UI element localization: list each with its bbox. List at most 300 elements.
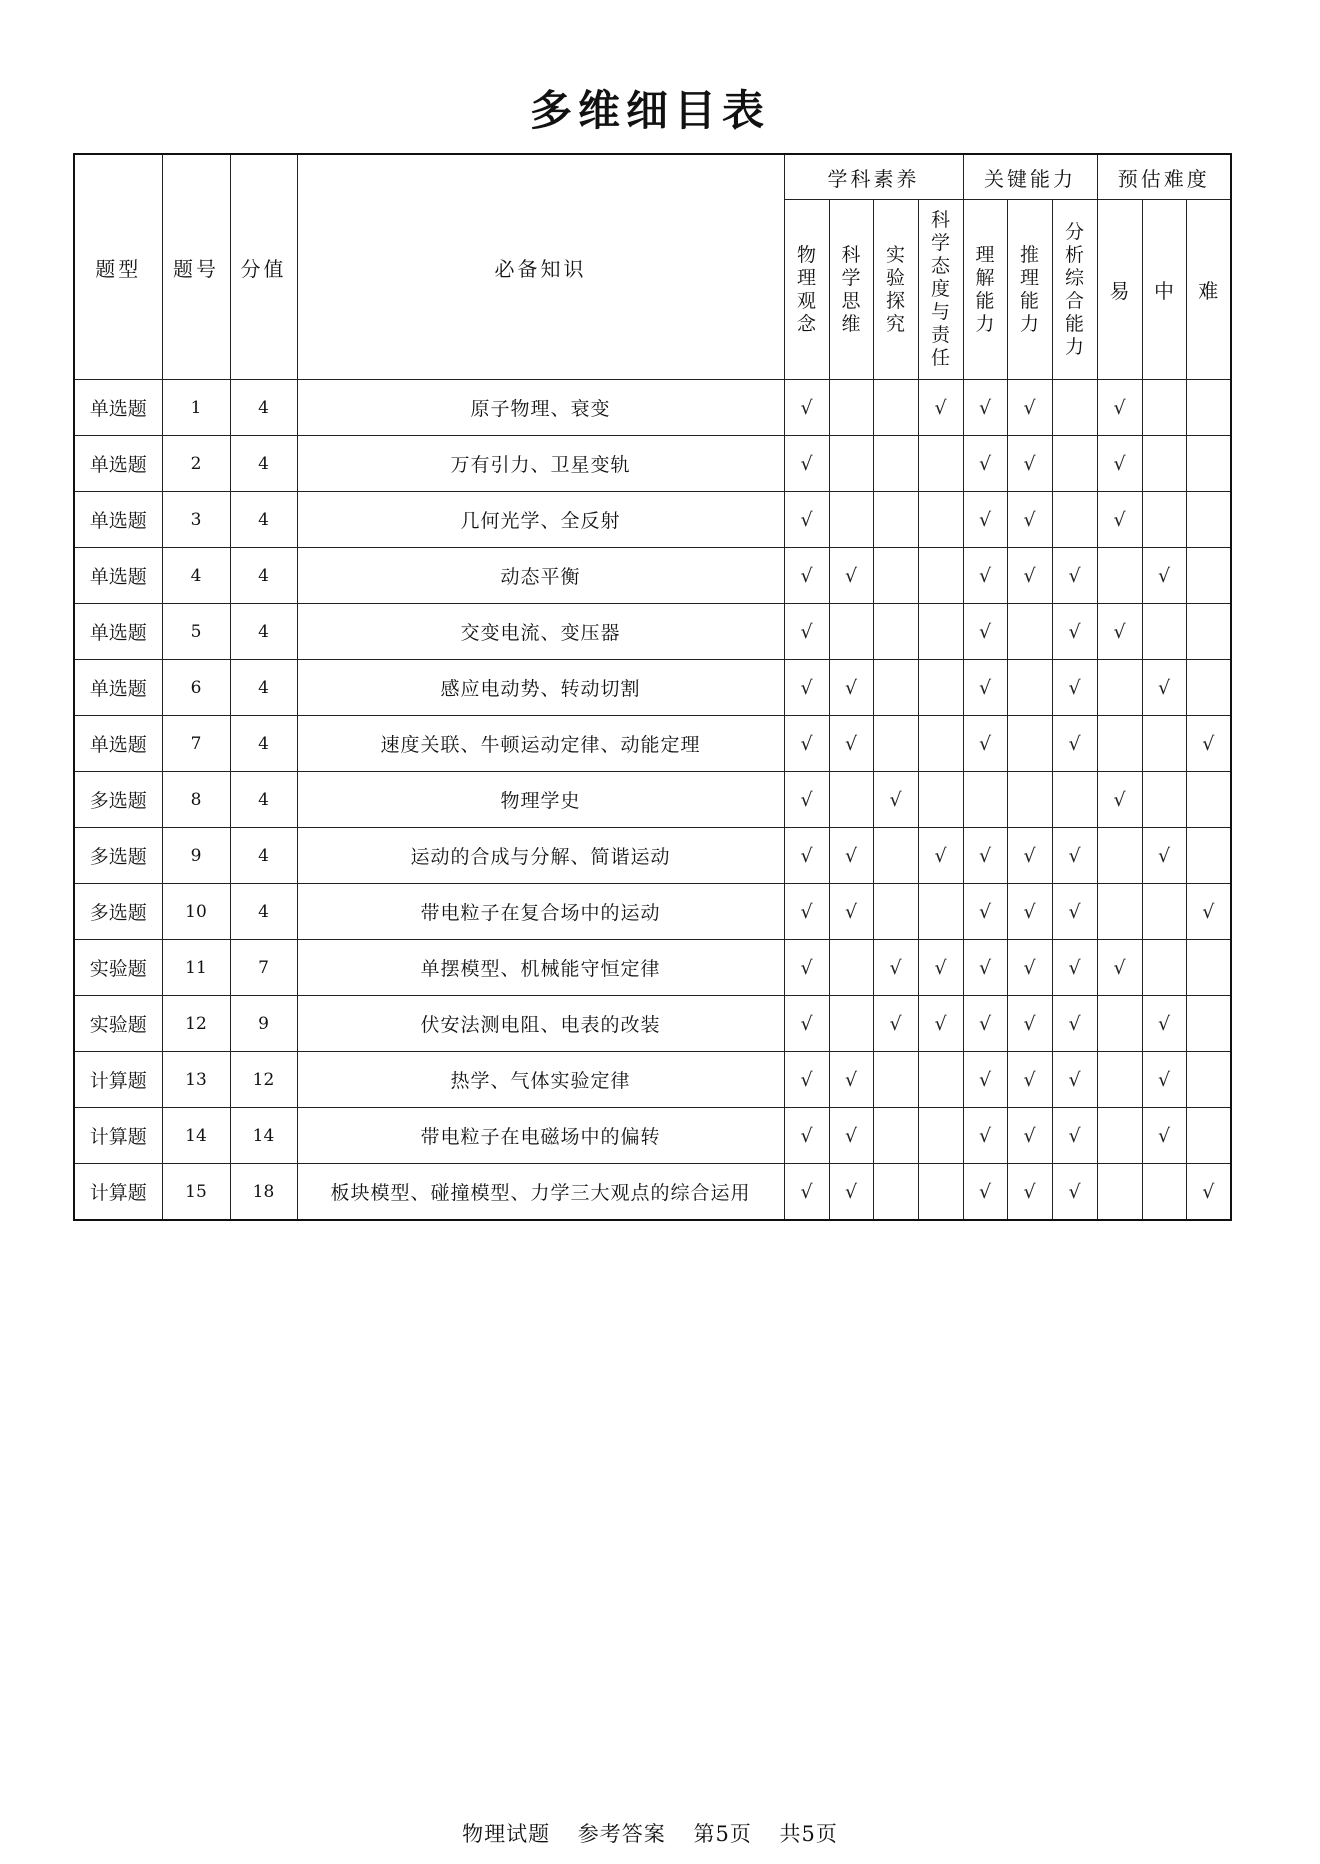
check-cell [1186,548,1231,604]
check-mark: √ [978,1012,992,1035]
cell-score: 4 [230,380,297,436]
check-mark: √ [1068,620,1081,643]
header-sub [873,200,918,380]
check-cell [1052,1164,1097,1221]
check-mark: √ [800,1068,813,1091]
check-cell [1097,716,1142,772]
header-number: 题号 [162,154,230,380]
check-cell [1097,380,1142,436]
check-mark: √ [1157,844,1171,867]
cell-knowledge: 动态平衡 [297,548,784,604]
cell-knowledge: 单摆模型、机械能守恒定律 [297,940,784,996]
table-row [74,884,1231,940]
cell-knowledge: 板块模型、碰撞模型、力学三大观点的综合运用 [297,1164,784,1221]
check-cell [918,996,963,1052]
check-cell [829,996,873,1052]
header-sub-label: 科学态度与责任 [930,209,950,369]
cell-score: 4 [230,604,297,660]
cell-score: 12 [230,1052,297,1108]
check-cell [873,548,918,604]
check-cell [918,1108,963,1164]
cell-number: 5 [162,604,230,660]
cell-type: 单选题 [74,604,162,660]
table-row [74,436,1231,492]
check-mark: √ [1157,564,1171,587]
footer-page: 第5页 [693,1822,752,1846]
check-mark: √ [800,1124,813,1147]
check-cell [784,380,829,436]
check-mark: √ [1068,1012,1081,1035]
cell-score: 18 [230,1164,297,1221]
cell-type: 单选题 [74,548,162,604]
check-mark: √ [1023,508,1036,531]
check-mark: √ [934,956,947,979]
check-mark: √ [978,732,992,755]
check-cell [1142,1052,1186,1108]
check-cell [963,1164,1007,1221]
check-cell [873,716,918,772]
check-cell [1007,604,1052,660]
header-group-difficulty: 预估难度 [1097,154,1231,200]
table-row [74,548,1231,604]
check-cell [1007,828,1052,884]
cell-knowledge: 几何光学、全反射 [297,492,784,548]
check-cell [918,492,963,548]
check-cell [1142,492,1186,548]
check-cell [963,716,1007,772]
check-cell [1007,380,1052,436]
check-cell [963,884,1007,940]
table-row [74,604,1231,660]
check-mark: √ [844,1068,858,1091]
check-cell [963,772,1007,828]
check-cell [873,828,918,884]
check-cell [1186,660,1231,716]
cell-score: 4 [230,828,297,884]
check-cell [1052,828,1097,884]
check-cell [1186,1052,1231,1108]
check-cell [1052,1052,1097,1108]
cell-number: 10 [162,884,230,940]
check-mark: √ [1157,676,1171,699]
check-mark: √ [1023,564,1036,587]
check-mark: √ [800,396,813,419]
check-cell [1007,996,1052,1052]
cell-number: 15 [162,1164,230,1221]
check-mark: √ [1113,452,1126,475]
cell-score: 4 [230,548,297,604]
check-cell [829,1052,873,1108]
check-cell [918,772,963,828]
check-cell [1142,1108,1186,1164]
check-cell [1186,996,1231,1052]
check-cell [1007,940,1052,996]
check-cell [1186,772,1231,828]
check-mark: √ [978,396,992,419]
cell-number: 3 [162,492,230,548]
check-mark: √ [1023,1012,1036,1035]
check-cell [829,436,873,492]
check-mark: √ [1068,844,1081,867]
check-cell [963,436,1007,492]
check-mark: √ [800,732,813,755]
check-mark: √ [844,732,858,755]
cell-number: 13 [162,1052,230,1108]
header-sub-label: 分析综合能力 [1064,220,1084,358]
check-cell [829,884,873,940]
check-mark: √ [1068,900,1081,923]
check-cell [1052,436,1097,492]
check-mark: √ [978,900,992,923]
header-sub [963,200,1007,380]
check-cell [963,604,1007,660]
header-sub: 难 [1186,200,1231,380]
check-mark: √ [1202,732,1215,755]
check-mark: √ [978,564,992,587]
check-cell [1186,604,1231,660]
check-cell [1142,940,1186,996]
check-cell [963,1108,1007,1164]
check-mark: √ [844,1180,858,1203]
check-mark: √ [934,1012,947,1035]
check-mark: √ [844,564,858,587]
cell-knowledge: 热学、气体实验定律 [297,1052,784,1108]
cell-knowledge: 万有引力、卫星变轨 [297,436,784,492]
check-cell [1186,828,1231,884]
check-cell [963,996,1007,1052]
cell-knowledge: 物理学史 [297,772,784,828]
header-sub [1052,200,1097,380]
cell-number: 7 [162,716,230,772]
check-mark: √ [934,844,947,867]
check-cell [918,604,963,660]
table-row [74,716,1231,772]
check-mark: √ [1068,732,1081,755]
check-cell [1142,660,1186,716]
check-mark: √ [1068,956,1081,979]
check-cell [1052,1108,1097,1164]
check-mark: √ [978,844,992,867]
cell-knowledge: 带电粒子在复合场中的运动 [297,884,784,940]
page-title: 多维细目表 [529,86,770,135]
header-group-literacy: 学科素养 [784,154,963,200]
check-cell [829,380,873,436]
check-mark: √ [1157,1124,1171,1147]
header-sub-label: 科学思维 [841,243,861,335]
check-cell [829,548,873,604]
check-cell [873,884,918,940]
check-mark: √ [978,1180,992,1203]
check-cell [829,828,873,884]
check-cell [1186,1164,1231,1221]
check-mark: √ [800,676,813,699]
table-row [74,940,1231,996]
check-mark: √ [1068,1068,1081,1091]
header-sub [918,200,963,380]
check-cell [918,716,963,772]
footer-answer: 参考答案 [577,1822,666,1846]
header-group-ability: 关键能力 [963,154,1097,200]
cell-score: 9 [230,996,297,1052]
header-sub [784,200,829,380]
check-cell [784,716,829,772]
check-mark: √ [1023,1124,1036,1147]
check-cell [1052,940,1097,996]
check-mark: √ [889,956,902,979]
cell-knowledge: 交变电流、变压器 [297,604,784,660]
check-cell [1142,772,1186,828]
check-mark: √ [844,1124,858,1147]
check-cell [918,940,963,996]
check-mark: √ [978,956,992,979]
cell-type: 单选题 [74,380,162,436]
check-cell [1186,884,1231,940]
header-sub-label: 实验探究 [885,243,905,335]
check-cell [784,1108,829,1164]
check-cell [1097,828,1142,884]
table-row [74,492,1231,548]
check-cell [1142,604,1186,660]
check-cell [963,380,1007,436]
cell-number: 4 [162,548,230,604]
check-mark: √ [978,508,992,531]
check-cell [1142,828,1186,884]
check-mark: √ [1113,788,1126,811]
check-cell [1007,1052,1052,1108]
cell-score: 4 [230,492,297,548]
check-cell [784,772,829,828]
check-cell [1097,884,1142,940]
check-mark: √ [844,844,858,867]
cell-score: 7 [230,940,297,996]
check-cell [1052,996,1097,1052]
check-cell [1097,772,1142,828]
check-cell [873,492,918,548]
header-sub-label: 推理能力 [1019,243,1039,335]
header-type: 题型 [74,154,162,380]
header-sub-label: 理解能力 [975,243,995,335]
check-cell [1186,940,1231,996]
check-mark: √ [1068,1124,1081,1147]
check-cell [963,1052,1007,1108]
check-cell [918,548,963,604]
check-cell [963,548,1007,604]
check-cell [1097,604,1142,660]
header-sub-label: 物理观念 [796,243,816,335]
check-cell [1097,548,1142,604]
check-mark: √ [1113,620,1126,643]
check-mark: √ [1023,1180,1036,1203]
check-cell [784,604,829,660]
cell-score: 4 [230,660,297,716]
check-cell [1142,436,1186,492]
cell-type: 多选题 [74,772,162,828]
check-mark: √ [1023,396,1036,419]
check-cell [1142,548,1186,604]
check-mark: √ [1068,676,1081,699]
check-cell [784,492,829,548]
header-sub [1007,200,1052,380]
check-mark: √ [978,676,992,699]
check-mark: √ [844,676,858,699]
check-mark: √ [1023,1068,1036,1091]
check-cell [918,884,963,940]
page-footer [0,1818,1300,1848]
check-cell [1007,1164,1052,1221]
check-mark: √ [1023,452,1036,475]
check-mark: √ [1023,956,1036,979]
check-cell [1142,716,1186,772]
check-mark: √ [1113,396,1126,419]
check-mark: √ [800,508,813,531]
check-cell [873,996,918,1052]
check-mark: √ [1068,1180,1081,1203]
check-cell [784,996,829,1052]
check-cell [1186,380,1231,436]
table-row [74,1052,1231,1108]
check-cell [1007,1108,1052,1164]
cell-knowledge: 伏安法测电阻、电表的改装 [297,996,784,1052]
cell-number: 12 [162,996,230,1052]
cell-type: 计算题 [74,1052,162,1108]
check-cell [784,884,829,940]
check-cell [918,828,963,884]
check-cell [873,436,918,492]
check-mark: √ [800,788,813,811]
check-cell [829,940,873,996]
check-cell [963,492,1007,548]
check-cell [784,940,829,996]
check-cell [829,1108,873,1164]
header-score: 分值 [230,154,297,380]
check-cell [784,828,829,884]
cell-number: 8 [162,772,230,828]
check-cell [873,940,918,996]
check-cell [829,604,873,660]
table-row [74,996,1231,1052]
header-knowledge: 必备知识 [297,154,784,380]
check-mark: √ [978,452,992,475]
cell-number: 2 [162,436,230,492]
check-cell [784,660,829,716]
check-cell [873,1164,918,1221]
check-mark: √ [1113,956,1126,979]
check-cell [873,380,918,436]
check-mark: √ [800,452,813,475]
check-mark: √ [1157,1012,1171,1035]
table-row [74,772,1231,828]
cell-type: 计算题 [74,1108,162,1164]
cell-number: 1 [162,380,230,436]
check-cell [873,604,918,660]
cell-type: 多选题 [74,884,162,940]
check-mark: √ [1023,900,1036,923]
check-cell [1186,492,1231,548]
check-cell [784,548,829,604]
check-cell [1097,1108,1142,1164]
cell-score: 14 [230,1108,297,1164]
check-cell [829,716,873,772]
check-cell [1007,884,1052,940]
cell-score: 4 [230,884,297,940]
check-mark: √ [800,900,813,923]
check-cell [1007,492,1052,548]
check-cell [1007,716,1052,772]
check-cell [918,1164,963,1221]
check-cell [829,1164,873,1221]
check-mark: √ [1157,1068,1171,1091]
check-cell [873,1108,918,1164]
check-cell [1052,548,1097,604]
check-cell [963,940,1007,996]
check-cell [1186,1108,1231,1164]
check-mark: √ [800,1012,813,1035]
check-cell [1142,884,1186,940]
table-row [74,828,1231,884]
cell-score: 4 [230,716,297,772]
footer-total: 共5页 [779,1822,838,1846]
check-cell [1142,996,1186,1052]
check-cell [1186,716,1231,772]
check-mark: √ [800,564,813,587]
cell-score: 4 [230,772,297,828]
check-cell [1097,1164,1142,1221]
check-cell [873,1052,918,1108]
cell-type: 单选题 [74,436,162,492]
check-cell [1052,604,1097,660]
check-cell [1097,1052,1142,1108]
check-cell [873,660,918,716]
check-cell [918,660,963,716]
cell-number: 11 [162,940,230,996]
check-cell [1052,380,1097,436]
cell-type: 实验题 [74,996,162,1052]
check-cell [1052,492,1097,548]
check-cell [1097,996,1142,1052]
check-mark: √ [800,844,813,867]
table-row [74,1164,1231,1221]
cell-type: 计算题 [74,1164,162,1221]
header-sub [829,200,873,380]
check-cell [784,1164,829,1221]
check-cell [829,772,873,828]
check-cell [829,492,873,548]
check-cell [1142,380,1186,436]
cell-number: 9 [162,828,230,884]
table-row [74,380,1231,436]
check-mark: √ [934,396,947,419]
cell-type: 单选题 [74,660,162,716]
check-cell [1097,660,1142,716]
cell-number: 6 [162,660,230,716]
header-row-groups [74,154,1231,200]
check-mark: √ [800,956,813,979]
check-cell [1007,548,1052,604]
cell-type: 单选题 [74,716,162,772]
check-cell [829,660,873,716]
check-cell [1052,716,1097,772]
check-mark: √ [978,1124,992,1147]
check-cell [1186,436,1231,492]
cell-type: 多选题 [74,828,162,884]
table-body [74,380,1231,1221]
footer-subject: 物理试题 [462,1822,551,1846]
check-mark: √ [978,1068,992,1091]
check-mark: √ [889,788,902,811]
cell-type: 单选题 [74,492,162,548]
check-mark: √ [844,900,858,923]
check-cell [918,380,963,436]
